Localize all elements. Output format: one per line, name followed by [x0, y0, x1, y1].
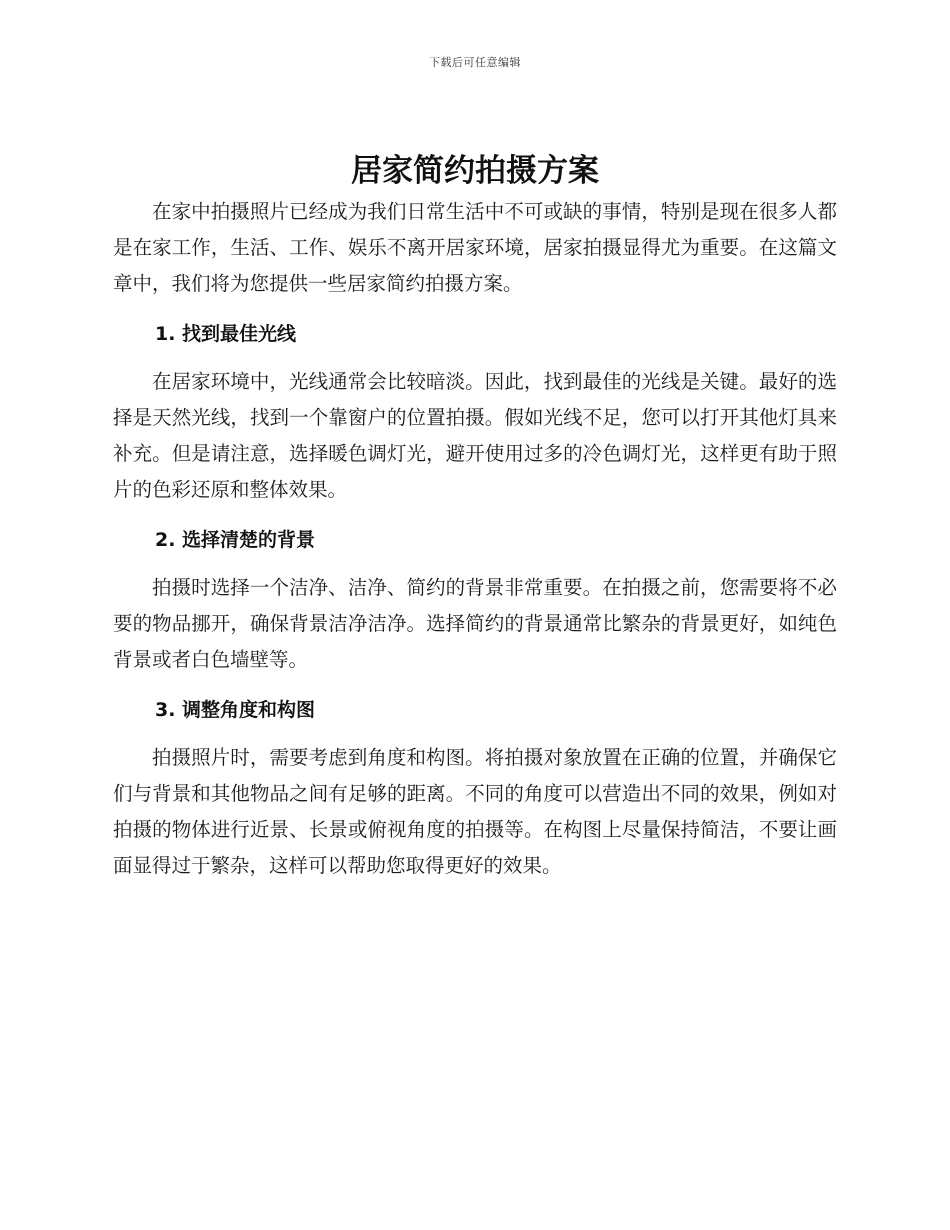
page-header-note: 下载后可任意编辑 [429, 56, 521, 69]
section-body-lighting: 在居家环境中，光线通常会比较暗淡。因此，找到最佳的光线是关键。最好的选择是天然光线，找到一个靠窗户的位置拍摄。假如光线不足，您可以打开其他灯具来补充。但是请注意，选择暖色调灯光，避开使用过多的冷色调灯光，这样更有助于照片的色彩还原和整体效果。 [113, 370, 837, 501]
section-heading-composition: 3. 调整角度和构图 [155, 699, 316, 721]
section-heading-background: 2. 选择清楚的背景 [155, 529, 316, 551]
document-body [113, 148, 837, 884]
section-heading-lighting: 1. 找到最佳光线 [155, 323, 297, 345]
intro-paragraph: 在家中拍摄照片已经成为我们日常生活中不可或缺的事情，特别是现在很多人都是在家工作，生活、工作、娱乐不离开居家环境，居家拍摄显得尤为重要。在这篇文章中，我们将为您提供一些居家简约拍摄方案。 [113, 200, 837, 295]
section-body-composition: 拍摄照片时，需要考虑到角度和构图。将拍摄对象放置在正确的位置，并确保它们与背景和其他物品之间有足够的距离。不同的角度可以营造出不同的效果，例如对拍摄的物体进行近景、长景或俯视角度的拍摄等。在构图上尽量保持简洁，不要让画面显得过于繁杂，这样可以帮助您取得更好的效果。 [113, 746, 837, 877]
section-body-background: 拍摄时选择一个洁净、洁净、简约的背景非常重要。在拍摄之前，您需要将不必要的物品挪开，确保背景洁净洁净。选择简约的背景通常比繁杂的背景更好，如纯色背景或者白色墙壁等。 [113, 576, 837, 671]
document-title: 居家简约拍摄方案 [351, 153, 599, 189]
